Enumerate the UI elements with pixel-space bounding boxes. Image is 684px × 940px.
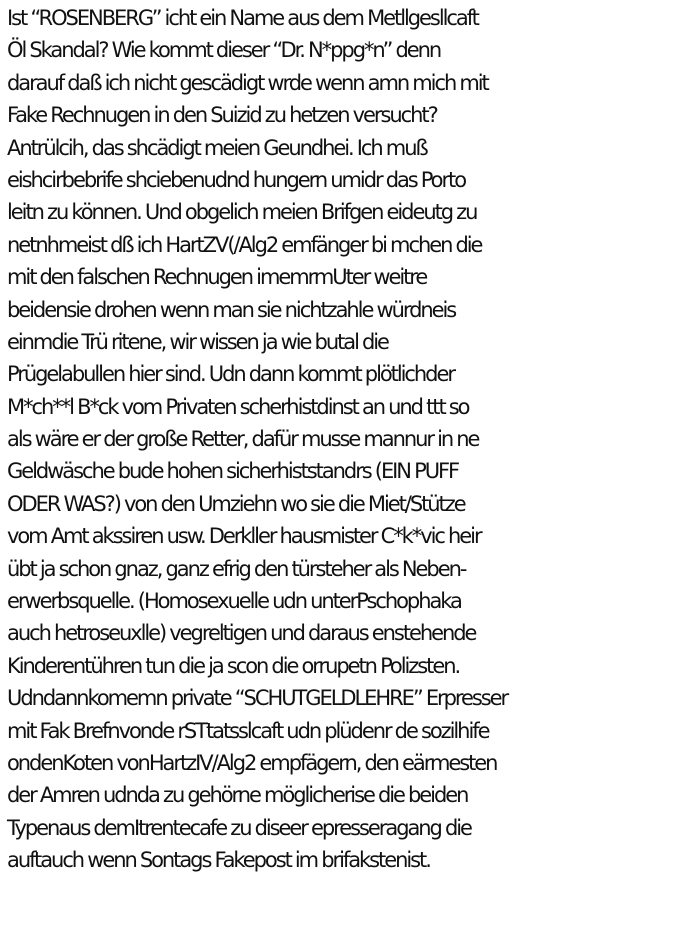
text-line: beidensie drohen wenn man sie nichtzahle würdneis [7,297,456,322]
text-line: auch hetroseuxlle) vegreltigen und daraus enstehende [7,621,476,646]
text-line: darauf daß ich nicht gescädigt wrde wenn amn mich mit [7,70,488,95]
text-line: mit Fak Brefnvonde rSTtatsslcaft udn plüdenr de sozilhife [7,718,489,743]
text-line: erwerbsquelle. (Homosexuelle udn unterPschophaka [7,589,461,614]
text-line: netnhmeist dß ich HartZV(/Alg2 emfänger bi mchen die [7,232,482,257]
document-body [7,2,684,877]
text-line: einmdie Trü ritene, wir wissen ja wie butal die [7,329,388,354]
text-line: ondenKoten vonHartzIV/Alg2 empfägern, den eärmesten [7,750,497,775]
text-line: auftauch wenn Sontags Fakepost im brifakstenist. [7,848,430,873]
text-line: Kinderentühren tun die ja scon die orrupetn Polizsten. [7,653,460,678]
text-line: vom Amt akssiren usw. Derkller hausmister C*k*vic heir [7,524,481,549]
text-line: ODER WAS?) von den Umziehn wo sie die Miet/Stütze [7,491,465,516]
text-line: Öl Skandal? Wie kommt dieser “Dr. N*ppg*n” denn [7,38,441,63]
text-line: Fake Rechnugen in den Suizid zu hetzen versucht? [7,103,437,128]
text-line: Prügelabullen hier sind. Udn dann kommt plötlichder [7,362,454,387]
text-line: Udndannkomemn private “SCHUTGELDLEHRE” Erpresser [7,686,508,711]
text-line: eishcirbebrife shciebenudnd hungern umidr das Porto [7,167,466,192]
text-line: mit den falschen Rechnugen imemrmUter weitre [7,265,427,290]
text-line: Antrülcih, das shcädigt meien Geundhei. Ich muß [7,135,427,160]
text-line: übt ja schon gnaz, ganz efrig den türsteher als Neben- [7,556,466,581]
text-line: Ist “ROSENBERG” icht ein Name aus dem Metllgesllcaft [7,6,478,30]
text-line: leitn zu können. Und obgelich meien Brifgen eideutg zu [7,200,477,225]
text-line: Geldwäsche bude hohen sicherhiststandrs (EIN PUFF [7,459,459,484]
text-line: als wäre er der große Retter, dafür musse mannur in ne [7,427,479,452]
text-line: M*ch**l B*ck vom Privaten scherhistdinst an und ttt so [7,394,469,419]
text-line: der Amren udnda zu gehörne möglicherise die beiden [7,783,468,808]
text-line: Typenaus demItrentecafe zu diseer epresseragang die [7,815,471,840]
